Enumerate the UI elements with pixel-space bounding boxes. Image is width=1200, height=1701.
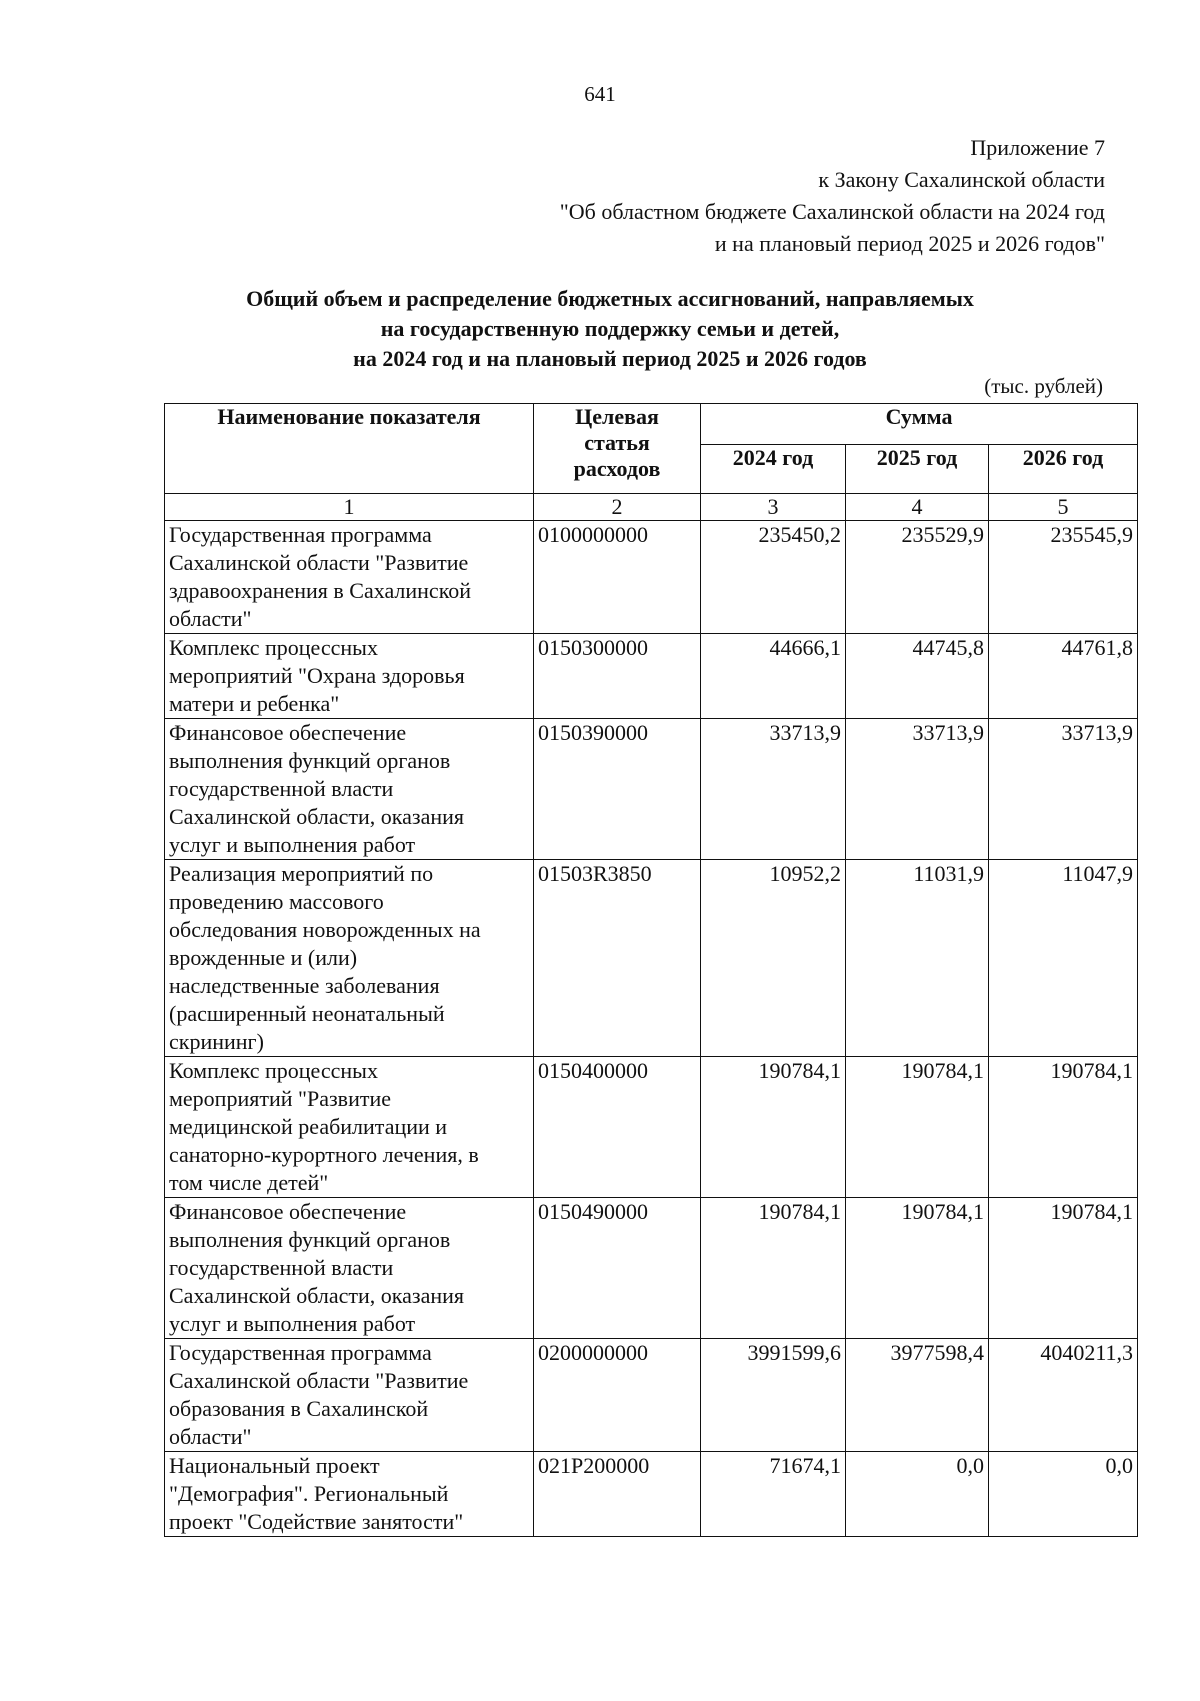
column-number: 3 xyxy=(701,494,846,521)
amount-2024: 3991599,6 xyxy=(701,1339,846,1452)
indicator-name-line: здравоохранения в Сахалинской xyxy=(169,578,472,603)
header-year-2026: 2026 год xyxy=(989,445,1138,494)
table-row xyxy=(165,860,1138,1057)
indicator-name-line: услуг и выполнения работ xyxy=(169,832,416,857)
indicator-name xyxy=(165,860,534,1057)
indicator-name-line: матери и ребенка" xyxy=(169,691,340,716)
target-code: 0150400000 xyxy=(534,1057,701,1198)
amount-2026: 44761,8 xyxy=(989,634,1138,719)
indicator-name xyxy=(165,719,534,860)
amount-2025: 190784,1 xyxy=(846,1057,989,1198)
header-code-line: статья xyxy=(584,430,650,455)
page-number: 641 xyxy=(584,82,616,106)
indicator-name-line: скрининг) xyxy=(169,1029,264,1054)
indicator-name-line: медицинской реабилитации и xyxy=(169,1114,448,1139)
column-number: 1 xyxy=(165,494,534,521)
document-title xyxy=(160,284,1060,374)
indicator-name-line: государственной власти xyxy=(169,776,394,801)
indicator-name-line: том числе детей" xyxy=(169,1170,329,1195)
table-row xyxy=(165,719,1138,860)
indicator-name-line: Финансовое обеспечение xyxy=(169,1199,407,1224)
amount-2024: 190784,1 xyxy=(701,1057,846,1198)
indicator-name-line: Национальный проект xyxy=(169,1453,380,1478)
target-code: 0150390000 xyxy=(534,719,701,860)
indicator-name xyxy=(165,1339,534,1452)
indicator-name xyxy=(165,521,534,634)
amount-2024: 190784,1 xyxy=(701,1198,846,1339)
amount-2026: 0,0 xyxy=(989,1452,1138,1537)
table-body xyxy=(165,494,1138,1537)
target-code: 0150300000 xyxy=(534,634,701,719)
header-year-2024: 2024 год xyxy=(701,445,846,494)
indicator-name-line: Государственная программа xyxy=(169,522,432,547)
amount-2026: 190784,1 xyxy=(989,1198,1138,1339)
title-line: на 2024 год и на плановый период 2025 и 2026 годов xyxy=(353,346,867,371)
indicator-name-line: выполнения функций органов xyxy=(169,1227,451,1252)
indicator-name-line: Сахалинской области "Развитие xyxy=(169,550,469,575)
indicator-name-line: образования в Сахалинской xyxy=(169,1396,429,1421)
target-code: 021P200000 xyxy=(534,1452,701,1537)
amount-2026: 190784,1 xyxy=(989,1057,1138,1198)
table-row xyxy=(165,1452,1138,1537)
column-number-row xyxy=(165,494,1138,521)
appendix-line: и на плановый период 2025 и 2026 годов" xyxy=(714,231,1105,256)
amount-2025: 44745,8 xyxy=(846,634,989,719)
indicator-name xyxy=(165,634,534,719)
appendix-line: к Закону Сахалинской области xyxy=(818,167,1105,192)
appendix-line: "Об областном бюджете Сахалинской области на 2024 год xyxy=(559,199,1105,224)
amount-2024: 10952,2 xyxy=(701,860,846,1057)
indicator-name-line: Реализация мероприятий по xyxy=(169,861,434,886)
indicator-name-line: "Демография". Региональный xyxy=(169,1481,449,1506)
indicator-name-line: выполнения функций органов xyxy=(169,748,451,773)
indicator-name-line: мероприятий "Охрана здоровья xyxy=(169,663,465,688)
budget-table xyxy=(164,403,1138,1537)
header-year-2025: 2025 год xyxy=(846,445,989,494)
indicator-name-line: санаторно-курортного лечения, в xyxy=(169,1142,479,1167)
indicator-name-line: государственной власти xyxy=(169,1255,394,1280)
amount-2025: 11031,9 xyxy=(846,860,989,1057)
amount-2026: 235545,9 xyxy=(989,521,1138,634)
table-row xyxy=(165,634,1138,719)
indicator-name-line: Финансовое обеспечение xyxy=(169,720,407,745)
table-row xyxy=(165,521,1138,634)
table-row xyxy=(165,1057,1138,1198)
target-code: 01503R3850 xyxy=(534,860,701,1057)
target-code: 0150490000 xyxy=(534,1198,701,1339)
indicator-name-line: Сахалинской области, оказания xyxy=(169,804,465,829)
column-number: 4 xyxy=(846,494,989,521)
table-header xyxy=(165,404,1138,494)
amount-2024: 33713,9 xyxy=(701,719,846,860)
indicator-name-line: услуг и выполнения работ xyxy=(169,1311,416,1336)
amount-2024: 235450,2 xyxy=(701,521,846,634)
appendix-reference xyxy=(560,132,1105,260)
indicator-name-line: Комплекс процессных xyxy=(169,635,378,660)
target-code: 0200000000 xyxy=(534,1339,701,1452)
column-number: 2 xyxy=(534,494,701,521)
header-code-line: Целевая xyxy=(575,404,659,429)
amount-2025: 3977598,4 xyxy=(846,1339,989,1452)
indicator-name xyxy=(165,1057,534,1198)
amount-2024: 71674,1 xyxy=(701,1452,846,1537)
indicator-name-line: (расширенный неонатальный xyxy=(169,1001,445,1026)
indicator-name-line: мероприятий "Развитие xyxy=(169,1086,391,1111)
indicator-name-line: Государственная программа xyxy=(169,1340,432,1365)
indicator-name-line: наследственные заболевания xyxy=(169,973,440,998)
header-name: Наименование показателя xyxy=(165,404,534,494)
header-code xyxy=(534,404,701,494)
amount-2025: 33713,9 xyxy=(846,719,989,860)
amount-2025: 0,0 xyxy=(846,1452,989,1537)
amount-2024: 44666,1 xyxy=(701,634,846,719)
header-row xyxy=(165,404,1138,445)
indicator-name-line: области" xyxy=(169,606,252,631)
amount-2026: 33713,9 xyxy=(989,719,1138,860)
units-label: (тыс. рублей) xyxy=(984,374,1103,398)
title-line: Общий объем и распределение бюджетных ассигнований, направляемых xyxy=(246,286,974,311)
table-row xyxy=(165,1339,1138,1452)
indicator-name-line: Сахалинской области, оказания xyxy=(169,1283,465,1308)
indicator-name-line: области" xyxy=(169,1424,252,1449)
indicator-name xyxy=(165,1198,534,1339)
indicator-name-line: врожденные и (или) xyxy=(169,945,358,970)
indicator-name-line: обследования новорожденных на xyxy=(169,917,481,942)
header-code-line: расходов xyxy=(573,456,661,481)
indicator-name-line: проект "Содействие занятости" xyxy=(169,1509,464,1534)
appendix-line: Приложение 7 xyxy=(970,135,1105,160)
target-code: 0100000000 xyxy=(534,521,701,634)
column-number: 5 xyxy=(989,494,1138,521)
indicator-name xyxy=(165,1452,534,1537)
indicator-name-line: Комплекс процессных xyxy=(169,1058,378,1083)
indicator-name-line: проведению массового xyxy=(169,889,384,914)
header-sum: Сумма xyxy=(701,404,1138,445)
indicator-name-line: Сахалинской области "Развитие xyxy=(169,1368,469,1393)
table-row xyxy=(165,1198,1138,1339)
amount-2026: 4040211,3 xyxy=(989,1339,1138,1452)
amount-2025: 190784,1 xyxy=(846,1198,989,1339)
amount-2026: 11047,9 xyxy=(989,860,1138,1057)
amount-2025: 235529,9 xyxy=(846,521,989,634)
title-line: на государственную поддержку семьи и детей, xyxy=(380,316,840,341)
